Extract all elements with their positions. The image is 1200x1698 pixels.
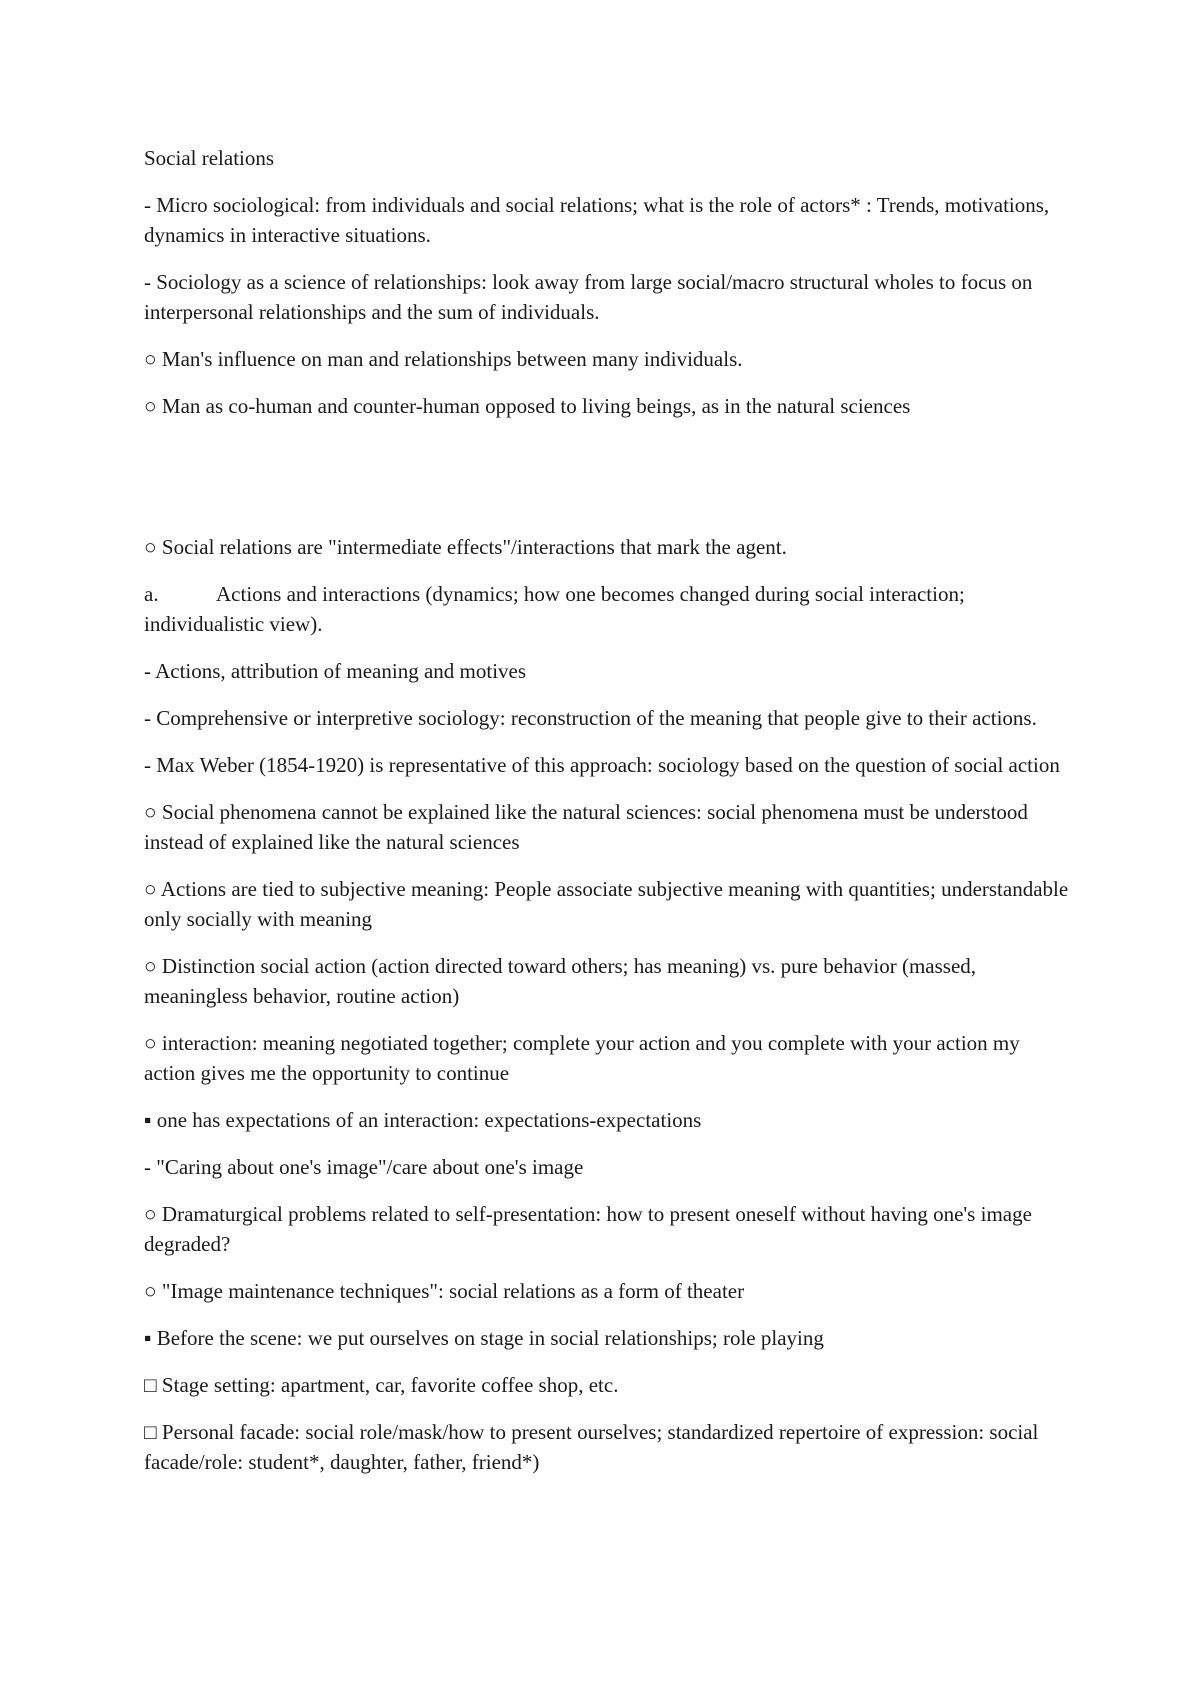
document-title: Social relations [144, 146, 275, 170]
paragraph: ○ Man as co-human and counter-human opposed to living beings, as in the natural sciences [144, 394, 911, 418]
document-body [144, 143, 1074, 1494]
paragraph: ○ Dramaturgical problems related to self-presentation: how to present oneself without having one's image degraded? [144, 1202, 1032, 1256]
paragraph: - Comprehensive or interpretive sociology: reconstruction of the meaning that people give to their actions. [144, 706, 1037, 730]
paragraph: - Sociology as a science of relationships: look away from large social/macro structural wholes to focus on interpersonal relationships and the sum of individuals. [144, 270, 1033, 324]
paragraph: ▪ one has expectations of an interaction: expectations-expectations [144, 1108, 702, 1132]
paragraph: □ Personal facade: social role/mask/how to present ourselves; standardized repertoire of expression: social facade/role: student*, daughter, father, friend*) [144, 1420, 1039, 1474]
paragraph: ○ Man's influence on man and relationships between many individuals. [144, 347, 743, 371]
paragraph: - "Caring about one's image"/care about one's image [144, 1155, 584, 1179]
list-item-a [144, 579, 1074, 639]
paragraph: ○ Social relations are "intermediate effects"/interactions that mark the agent. [144, 535, 787, 559]
paragraph: - Max Weber (1854-1920) is representative of this approach: sociology based on the question of social action [144, 753, 1060, 777]
paragraph: - Micro sociological: from individuals and social relations; what is the role of actors* : Trends, motivations, dynamics in interactive situations. [144, 193, 1050, 247]
paragraph: ○ "Image maintenance techniques": social relations as a form of theater [144, 1279, 745, 1303]
paragraph: ○ Distinction social action (action directed toward others; has meaning) vs. pure behavior (massed, meaningless behavior, routine action) [144, 954, 977, 1008]
blank-space [144, 438, 1074, 532]
paragraph: ▪ Before the scene: we put ourselves on stage in social relationships; role playing [144, 1326, 824, 1350]
list-item-text: Actions and interactions (dynamics; how one becomes changed during social interaction; individualistic view). [144, 582, 965, 636]
paragraph: □ Stage setting: apartment, car, favorite coffee shop, etc. [144, 1373, 619, 1397]
paragraph: ○ Actions are tied to subjective meaning: People associate subjective meaning with quantities; understandable only socially with meaning [144, 877, 1069, 931]
paragraph: ○ interaction: meaning negotiated together; complete your action and you complete with your action my action gives me the opportunity to continue [144, 1031, 1020, 1085]
paragraph: - Actions, attribution of meaning and motives [144, 659, 527, 683]
list-marker: a. [144, 582, 159, 606]
paragraph: ○ Social phenomena cannot be explained like the natural sciences: social phenomena must be understood instead of explained like the natural sciences [144, 800, 1028, 854]
